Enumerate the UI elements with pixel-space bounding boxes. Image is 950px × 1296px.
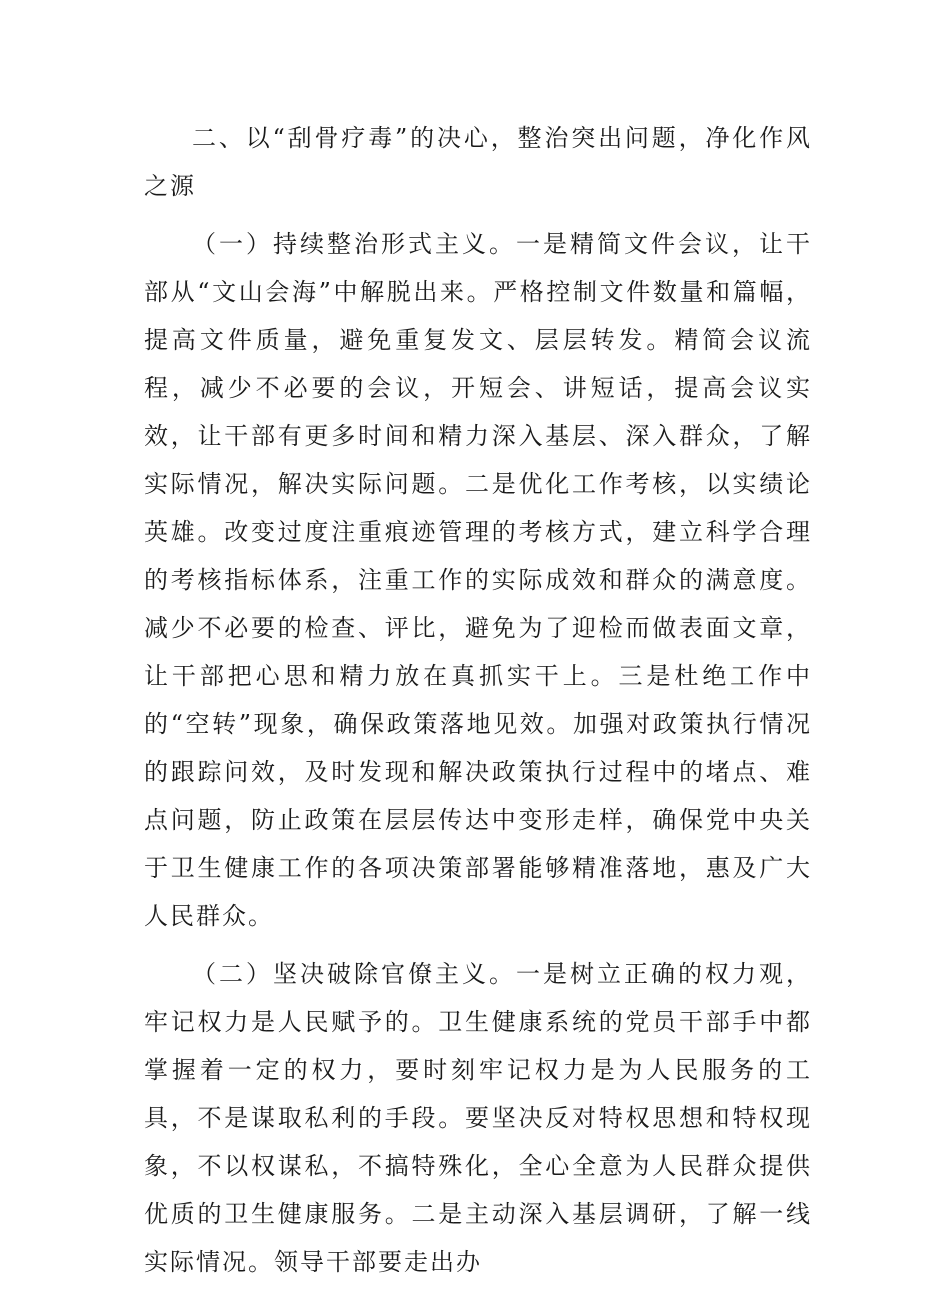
- document-body: [144, 114, 812, 1296]
- section-heading: 二、以“刮骨疗毒”的决心，整治突出问题，净化作风之源: [144, 124, 812, 200]
- paragraph-formalism: （一）持续整治形式主义。一是精简文件会议，让干部从“文山会海”中解脱出来。严格控制文件数量和篇幅，提高文件质量，避免重复发文、层层转发。精简会议流程，减少不必要的会议，开短会、讲短话，提高会议实效，让干部有更多时间和精力深入基层、深入群众，了解实际情况，解决实际问题。二是优化工作考核，以实绩论英雄。改变过度注重痕迹管理的考核方式，建立科学合理的考核指标体系，注重工作的实际成效和群众的满意度。减少不必要的检查、评比，避免为了迎检而做表面文章，让干部把心思和精力放在真抓实干上。三是杜绝工作中的“空转”现象，确保政策落地见效。加强对政策执行情况的跟踪问效，及时发现和解决政策执行过程中的堵点、难点问题，防止政策在层层传达中变形走样，确保党中央关于卫生健康工作的各项决策部署能够精准落地，惠及广大人民群众。: [144, 230, 812, 930]
- paragraph-bureaucratism: （二）坚决破除官僚主义。一是树立正确的权力观，牢记权力是人民赋予的。卫生健康系统的党员干部手中都掌握着一定的权力，要时刻牢记权力是为人民服务的工具，不是谋取私利的手段。要坚决反对特权思想和特权现象，不以权谋私，不搞特殊化，全心全意为人民群众提供优质的卫生健康服务。二是主动深入基层调研，了解一线实际情况。领导干部要走出办: [144, 960, 812, 1276]
